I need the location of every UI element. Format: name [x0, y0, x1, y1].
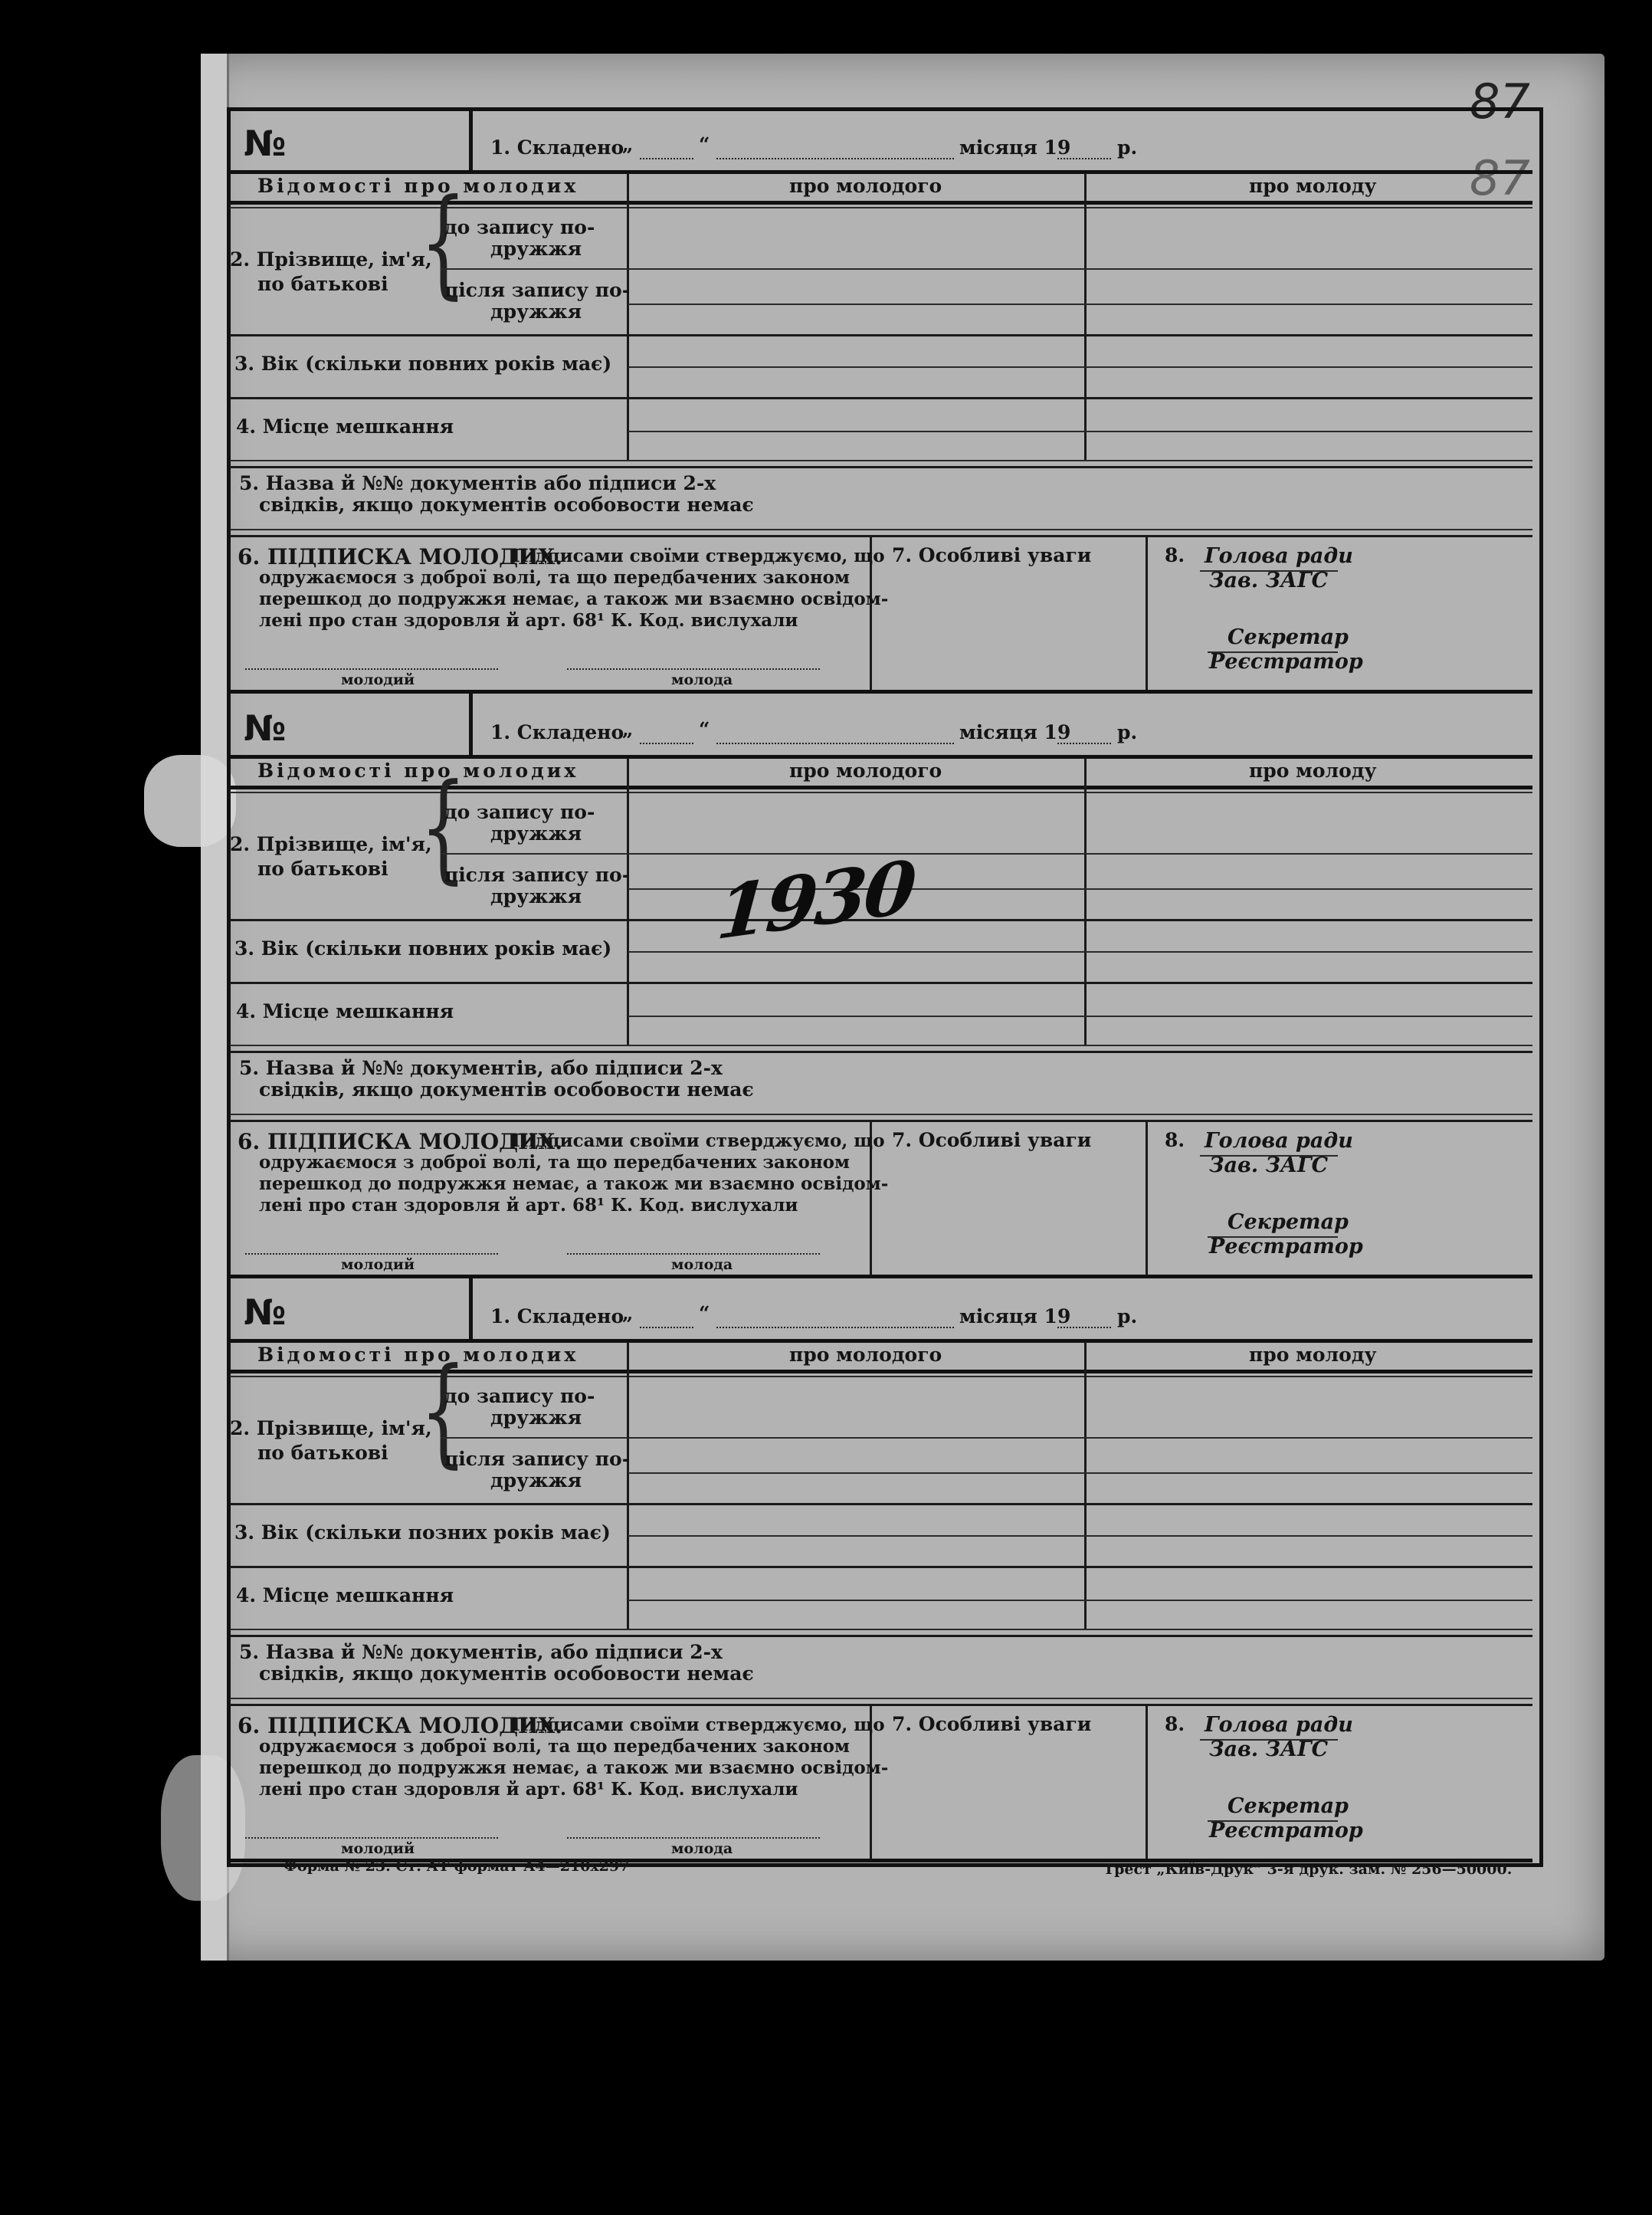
paper-damage — [144, 755, 236, 847]
row-line — [230, 1635, 1532, 1637]
row-line — [230, 460, 1532, 461]
row6-text: перешкод до подружжя немає, а також ми взаємно освідом- — [259, 589, 889, 609]
row6-text: Підписами своїми стверджуємо, що — [512, 546, 885, 566]
row5-label: 5. Назва й №№ документів, або підписи 2-х — [239, 1057, 723, 1079]
after-marriage-label: дружжя — [490, 300, 582, 323]
row-line — [230, 1566, 1532, 1568]
row6-text: одружаємося з доброї волі, та що передбачених законом — [259, 1736, 851, 1757]
bride-signature-line — [567, 668, 820, 670]
column-header-info: Відомості про молодих — [257, 760, 579, 782]
column-header-bride: про молоду — [1249, 175, 1377, 197]
month-blank — [716, 158, 954, 159]
row-line — [628, 1016, 1532, 1017]
column-divider — [1084, 758, 1087, 1045]
row2-label: по батькові — [257, 273, 388, 295]
row-line — [230, 1503, 1532, 1505]
row6-text: перешкод до подружжя немає, а також ми взаємно освідом- — [259, 1757, 889, 1778]
groom-signature-line — [245, 1253, 498, 1255]
row5-label: свідків, якщо документів особовости немає — [259, 1078, 754, 1101]
row-line — [628, 1600, 1532, 1601]
row-line — [230, 535, 1532, 537]
secretary-title: Секретар — [1228, 625, 1349, 649]
row-line — [230, 1045, 1532, 1046]
block-bottom-line — [230, 690, 1532, 694]
row-line — [230, 466, 1532, 468]
before-marriage-label: дружжя — [490, 822, 582, 845]
row6-text: одружаємося з доброї волі, та що передбачених законом — [259, 567, 851, 588]
before-marriage-label: до запису по- — [444, 216, 595, 238]
groom-signature-caption: молодий — [341, 671, 415, 688]
month-label: місяця 19 — [959, 136, 1071, 159]
before-marriage-label: дружжя — [490, 1406, 582, 1429]
bride-signature-caption: молода — [671, 1840, 733, 1857]
after-marriage-label: після запису по- — [444, 864, 631, 886]
before-marriage-label: дружжя — [490, 238, 582, 260]
row4-label: 4. Місце мешкання — [236, 1584, 454, 1606]
row6-title: 6. ПІДПИСКА МОЛОДИХ. — [238, 544, 562, 569]
column-divider — [627, 1342, 629, 1629]
groom-signature-caption: молодий — [341, 1256, 415, 1273]
row6-text: лені про стан здоровля й арт. 68¹ К. Код. вислухали — [259, 1779, 798, 1800]
civil-registry-head-title: Зав. ЗАГС — [1209, 1153, 1329, 1177]
row-line — [628, 1535, 1532, 1537]
before-marriage-label: до запису по- — [444, 1385, 595, 1407]
column-header-info: Відомості про молодих — [257, 1344, 579, 1366]
council-head-title: Голова ради — [1205, 544, 1353, 568]
registrar-title: Реєстратор — [1209, 650, 1363, 674]
row6-text: Підписами своїми стверджуємо, що — [512, 1130, 885, 1151]
after-marriage-label: після запису по- — [444, 279, 631, 301]
row6-text: перешкод до подружжя немає, а також ми взаємно освідом- — [259, 1173, 889, 1194]
row6-text: лені про стан здоровля й арт. 68¹ К. Код. вислухали — [259, 1195, 798, 1216]
row8-number: 8. — [1165, 544, 1185, 566]
row6-title: 6. ПІДПИСКА МОЛОДИХ. — [238, 1713, 562, 1738]
footer-form-code: Форма № 23. Ст. АТ формат А4—210х297 — [284, 1858, 630, 1875]
quote-open: „ — [622, 1302, 634, 1324]
row2-label: 2. Прізвище, ім'я, — [230, 248, 432, 271]
row8-number: 8. — [1165, 1129, 1185, 1151]
footer-printer: Трест „Київ-Друк“ 3-я друк. зам. № 256—50000. — [1103, 1861, 1513, 1878]
composed-label: 1. Складено — [490, 1305, 624, 1327]
quote-open: „ — [622, 133, 634, 156]
row2-label: 2. Прізвище, ім'я, — [230, 1417, 432, 1439]
column-header-groom: про молодого — [789, 175, 942, 197]
row-line — [230, 982, 1532, 984]
year-suffix: р. — [1117, 136, 1138, 159]
month-label: місяця 19 — [959, 721, 1071, 743]
page-number: 87 — [1470, 74, 1530, 130]
row-line — [441, 268, 1532, 270]
page-spine — [201, 54, 229, 1961]
secretary-title: Секретар — [1228, 1210, 1349, 1234]
column-header-bride: про молоду — [1249, 1344, 1377, 1366]
month-label: місяця 19 — [959, 1305, 1071, 1327]
groom-signature-caption: молодий — [341, 1840, 415, 1857]
composed-label: 1. Складено — [490, 136, 624, 159]
after-marriage-label: після запису по- — [444, 1448, 631, 1470]
bride-signature-caption: молода — [671, 1256, 733, 1273]
row-line — [230, 1629, 1532, 1630]
row6-title: 6. ПІДПИСКА МОЛОДИХ. — [238, 1129, 562, 1154]
row-line — [628, 304, 1532, 305]
row-line — [230, 1704, 1532, 1706]
month-blank — [716, 743, 954, 744]
column-divider — [1146, 535, 1148, 691]
number-sign: № — [244, 1291, 287, 1333]
row4-label: 4. Місце мешкання — [236, 415, 454, 438]
column-divider — [1084, 173, 1087, 460]
row-line — [230, 1698, 1532, 1699]
brace: { — [420, 173, 467, 311]
row7-label: 7. Особливі уваги — [892, 1129, 1092, 1151]
row5-label: 5. Назва й №№ документів, або підписи 2-х — [239, 1641, 723, 1663]
registrar-title: Реєстратор — [1209, 1819, 1363, 1843]
bride-signature-caption: молода — [671, 671, 733, 688]
civil-registry-head-title: Зав. ЗАГС — [1209, 569, 1329, 592]
header-divider — [469, 692, 473, 755]
column-header-info: Відомості про молодих — [257, 175, 579, 197]
council-head-title: Голова ради — [1205, 1713, 1353, 1737]
after-marriage-label: дружжя — [490, 885, 582, 907]
column-divider — [1146, 1704, 1148, 1860]
brace: { — [420, 1342, 467, 1480]
row3-label: 3. Вік (скільки позних років має) — [234, 1521, 611, 1544]
row6-text: Підписами своїми стверджуємо, що — [512, 1715, 885, 1735]
row-line — [628, 1472, 1532, 1474]
year-blank — [1057, 1327, 1111, 1328]
row5-label: свідків, якщо документів особовости немає — [259, 1662, 754, 1685]
quote-close: “ — [699, 718, 710, 740]
block-bottom-line — [230, 1275, 1532, 1278]
row-line — [628, 366, 1532, 368]
column-header-groom: про молодого — [789, 760, 942, 782]
row4-label: 4. Місце мешкання — [236, 1000, 454, 1022]
row-line — [441, 853, 1532, 855]
row-line — [230, 1114, 1532, 1115]
row-line — [230, 1120, 1532, 1122]
year-suffix: р. — [1117, 1305, 1138, 1327]
before-marriage-label: до запису по- — [444, 801, 595, 823]
column-header-groom: про молодого — [789, 1344, 942, 1366]
row-line — [230, 1051, 1532, 1053]
row-line — [628, 951, 1532, 953]
number-sign: № — [244, 707, 287, 749]
brace: { — [420, 758, 467, 896]
council-head-title: Голова ради — [1205, 1129, 1353, 1153]
row-line — [230, 397, 1532, 399]
day-blank — [640, 1327, 693, 1328]
row5-label: свідків, якщо документів особовости немає — [259, 494, 754, 516]
quote-close: “ — [699, 133, 710, 156]
column-divider — [1146, 1120, 1148, 1276]
month-blank — [716, 1327, 954, 1328]
bride-signature-line — [567, 1253, 820, 1255]
row2-label: 2. Прізвище, ім'я, — [230, 833, 432, 855]
row5-label: 5. Назва й №№ документів або підписи 2-х — [239, 472, 716, 494]
registrar-title: Реєстратор — [1209, 1235, 1363, 1258]
bride-signature-line — [567, 1837, 820, 1839]
row-line — [628, 431, 1532, 432]
number-sign: № — [244, 123, 287, 164]
column-divider — [627, 758, 629, 1045]
handwritten-year: 1930 — [713, 844, 916, 957]
header-divider — [469, 1276, 473, 1339]
row2-label: по батькові — [257, 1442, 388, 1464]
row3-label: 3. Вік (скільки повних років має) — [234, 937, 612, 960]
row-line — [441, 1437, 1532, 1439]
day-blank — [640, 158, 693, 159]
row8-number: 8. — [1165, 1713, 1185, 1735]
header-divider — [469, 107, 473, 170]
groom-signature-line — [245, 1837, 498, 1839]
column-divider — [627, 173, 629, 460]
row6-text: лені про стан здоровля й арт. 68¹ К. Код. вислухали — [259, 610, 798, 631]
after-marriage-label: дружжя — [490, 1469, 582, 1491]
column-header-bride: про молоду — [1249, 760, 1377, 782]
secretary-title: Секретар — [1228, 1794, 1349, 1818]
row-line — [230, 529, 1532, 530]
year-suffix: р. — [1117, 721, 1138, 743]
composed-label: 1. Складено — [490, 721, 624, 743]
row7-label: 7. Особливі уваги — [892, 1713, 1092, 1735]
row2-label: по батькові — [257, 858, 388, 880]
column-divider — [1084, 1342, 1087, 1629]
page-number: 87 — [1470, 150, 1530, 206]
row3-label: 3. Вік (скільки повних років має) — [234, 353, 612, 375]
civil-registry-head-title: Зав. ЗАГС — [1209, 1738, 1329, 1761]
day-blank — [640, 743, 693, 744]
quote-close: “ — [699, 1302, 710, 1324]
year-blank — [1057, 158, 1111, 159]
row6-text: одружаємося з доброї волі, та що передбачених законом — [259, 1152, 851, 1173]
year-blank — [1057, 743, 1111, 744]
groom-signature-line — [245, 668, 498, 670]
row7-label: 7. Особливі уваги — [892, 544, 1092, 566]
row-line — [230, 334, 1532, 336]
quote-open: „ — [622, 718, 634, 740]
